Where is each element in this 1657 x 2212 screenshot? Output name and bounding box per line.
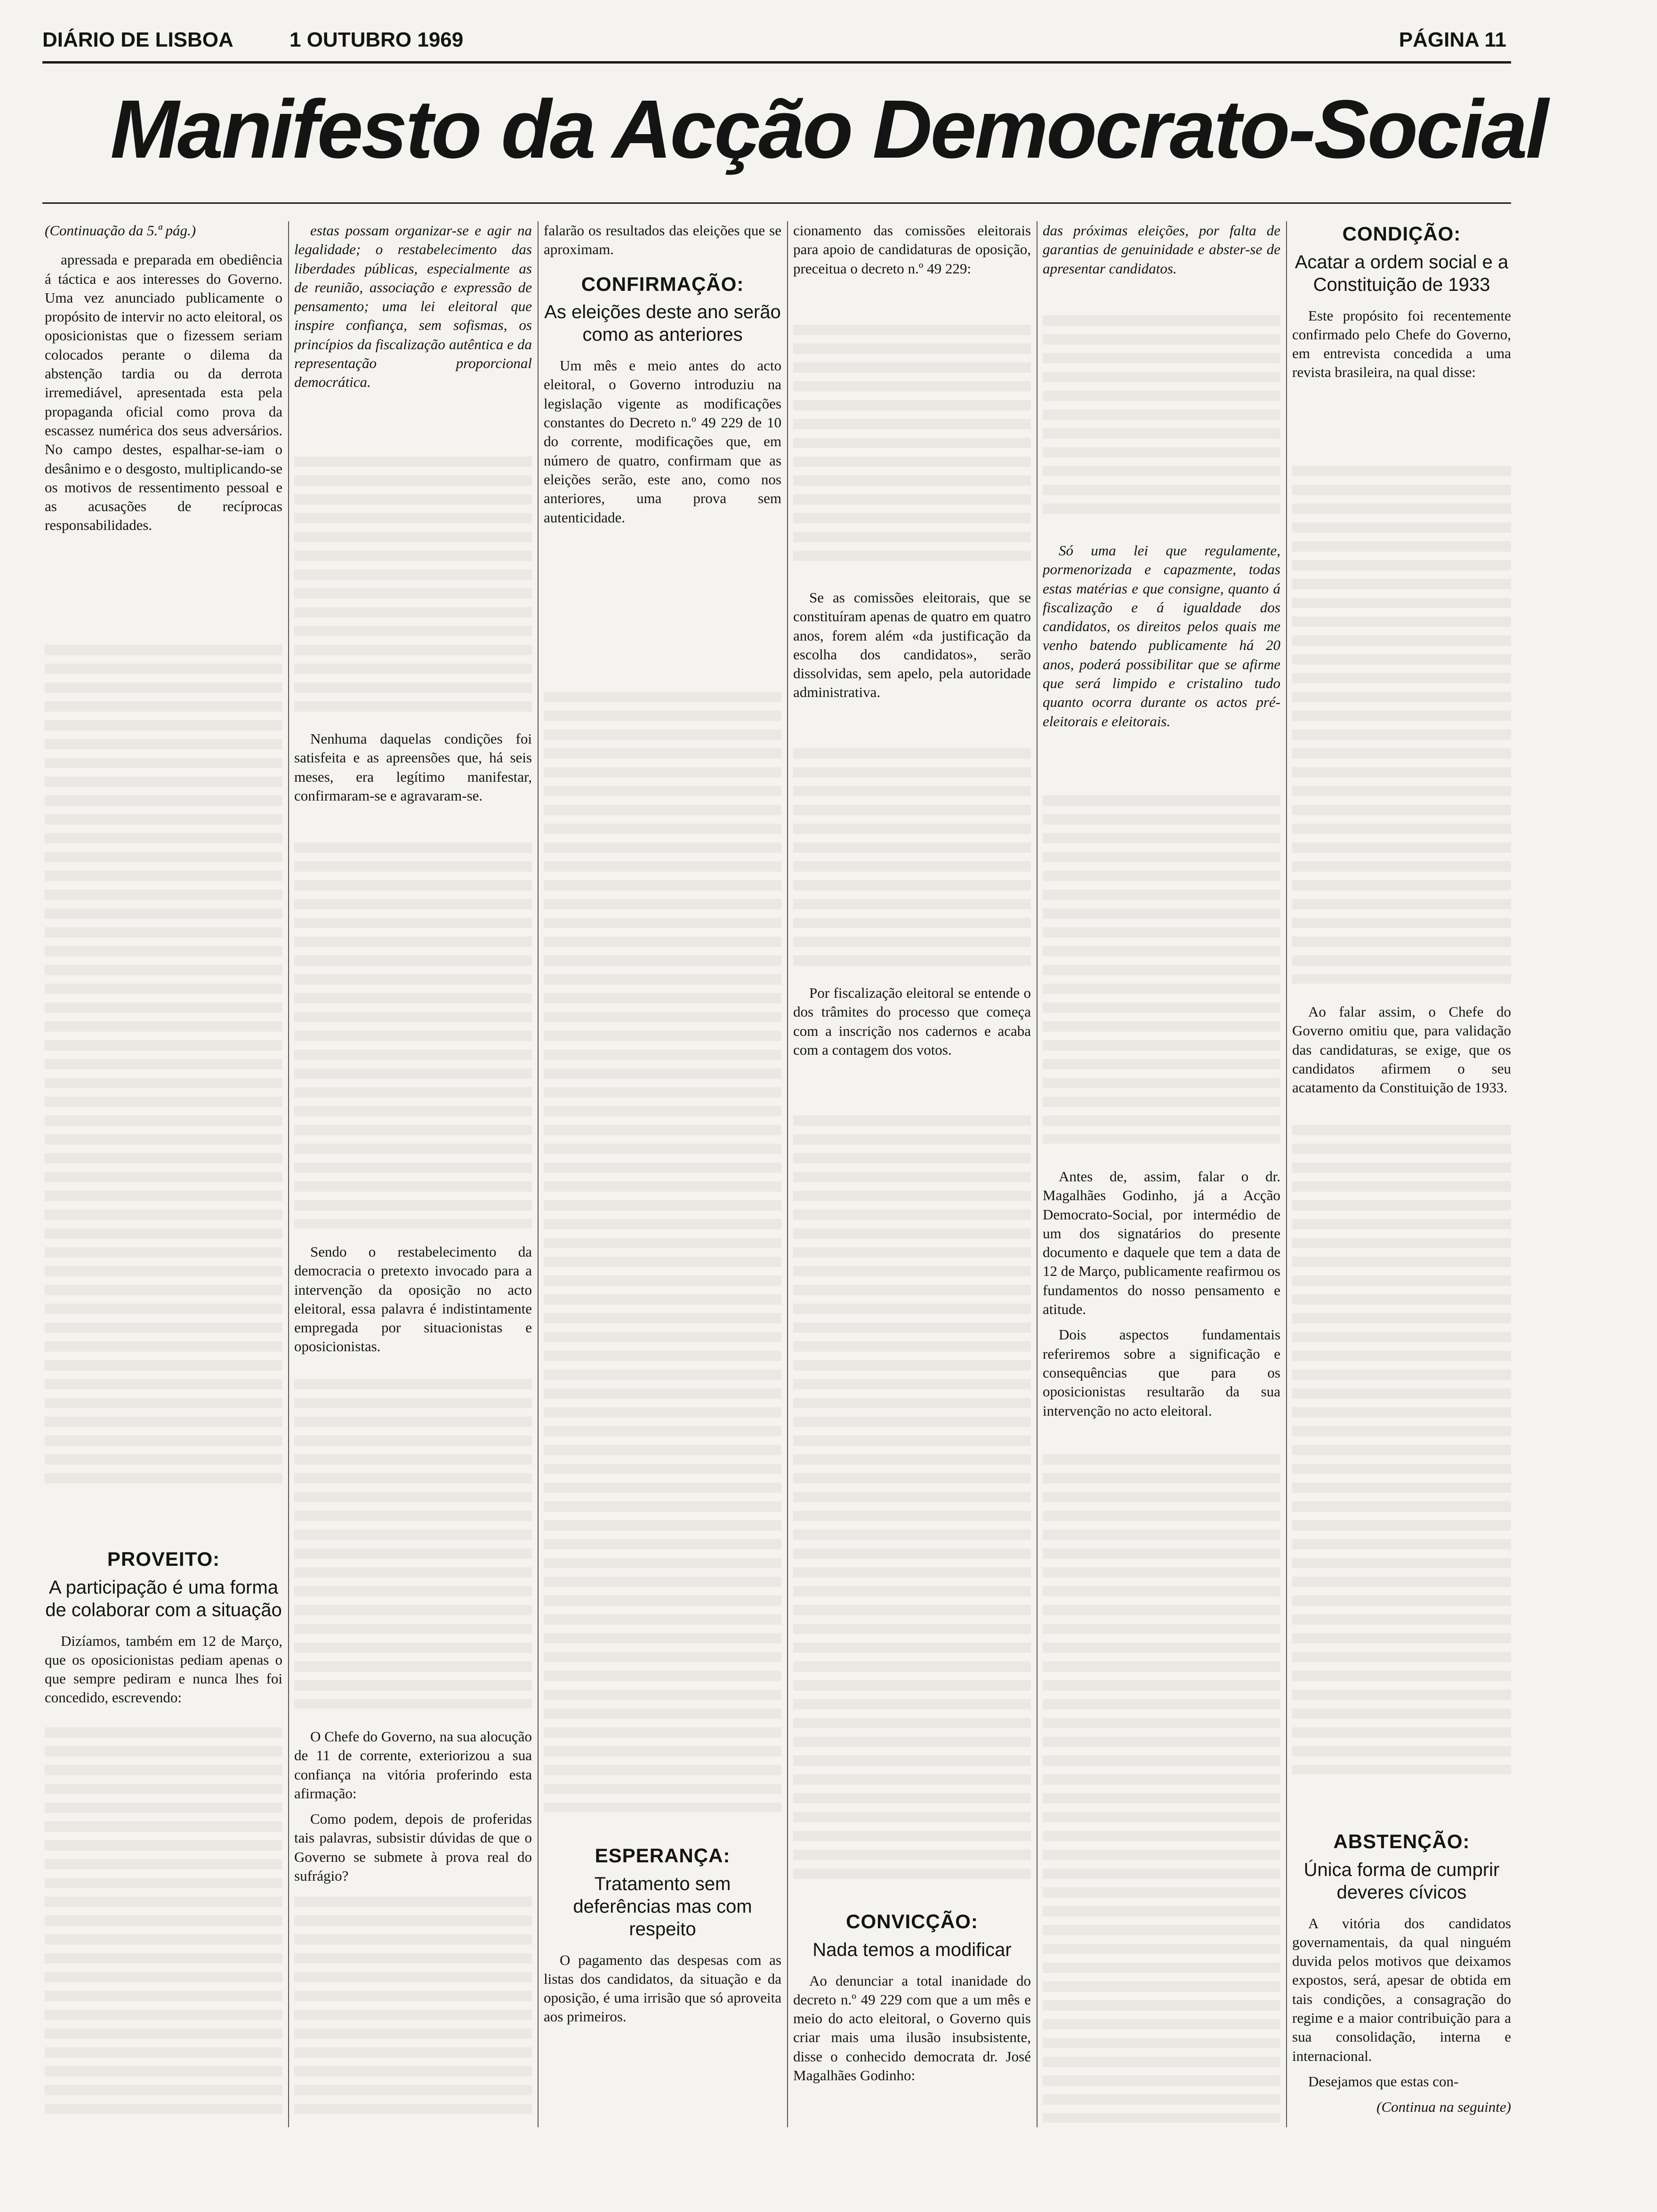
article-column-1 (45, 221, 282, 2127)
illegible-text-block (1292, 1125, 1511, 1774)
paragraph: Só uma lei que regulamente, pormenorizada e capazmente, todas estas matérias e que consigne, quanto á fiscalização e á igualdade dos candidatos, os direitos pelos quais me venho batendo publicamente há 20 anos, poderá possibilitar que se afirme que será limpido e cristalino tudo quanto ocorra durante os actos pré-eleitorais e eleitorais. (1043, 542, 1280, 729)
illegible-text-block (1043, 795, 1280, 1144)
column-divider (1286, 221, 1287, 2127)
masthead-rule (42, 61, 1511, 64)
illegible-text-block (793, 1115, 1031, 1887)
paragraph: das próximas eleições, por falta de garantias de genuinidade e abster-se de apresentar candidatos. (1043, 222, 1280, 277)
paragraph: Por fiscalização eleitoral se entende o dos trâmites do processo que começa com a inscrição nos cadernos e acaba com a contagem dos votos. (793, 985, 1031, 1058)
illegible-text-block (294, 1897, 532, 2123)
illegible-text-block (45, 645, 282, 1492)
continuation-note: (Continuação da 5.ª pág.) (45, 222, 196, 239)
article-column-6 (1292, 221, 1511, 2127)
section-kicker: CONVICÇÃO: (846, 1910, 978, 1932)
masthead (42, 28, 1506, 66)
article-column-4 (793, 221, 1031, 2127)
illegible-text-block (793, 325, 1031, 569)
column-divider (288, 221, 289, 2127)
paragraph: Como podem, depois de proferidas tais palavras, subsistir dúvidas de que o Governo se submete à prova real do sufrágio? (294, 1811, 532, 1884)
section-subhead: As eleições deste ano serão como as anteriores (544, 302, 781, 345)
paragraph: falarão os resultados das eleições que se aproximam. (544, 222, 781, 258)
article-column-5 (1043, 221, 1280, 2127)
paragraph: Ao falar assim, o Chefe do Governo omitiu que, para validação das candidaturas, se exige, que os candidatos afirmem o seu acatamento da Constituição de 1933. (1292, 1003, 1511, 1096)
page-headline: Manifesto da Acção Democrato-Social (110, 83, 1547, 176)
section-subhead: Acatar a ordem social e a Constituição de 1933 (1295, 251, 1509, 295)
newspaper-name: DIÁRIO DE LISBOA (42, 28, 233, 51)
illegible-text-block (294, 842, 532, 1228)
paragraph: cionamento das comissões eleitorais para apoio de candidaturas de oposição, preceitua o decreto n.º 49 229: (793, 222, 1031, 277)
paragraph: Se as comissões eleitorais, que se constituíram apenas de quatro em quatro anos, forem além «da justificação da escolha dos candidatos», serão dissolvidas, sem apelo, pela autoridade administrativa. (793, 589, 1031, 701)
illegible-text-block (294, 457, 532, 720)
illegible-text-block (1292, 466, 1511, 984)
continuation-note: (Continua na seguinte) (1376, 2099, 1511, 2116)
section-kicker: PROVEITO: (107, 1548, 220, 1570)
issue-date: 1 OUTUBRO 1969 (290, 28, 464, 51)
page-number: PÁGINA 11 (1399, 28, 1506, 51)
illegible-text-block (793, 748, 1031, 970)
section-kicker: CONFIRMAÇÃO: (581, 272, 744, 295)
section-kicker: CONDIÇÃO: (1342, 223, 1461, 245)
paragraph: Dois aspectos fundamentais referiremos sobre a significação e consequências que para os oposicionistas resultarão da sua intervenção no acto eleitoral. (1043, 1326, 1280, 1419)
paragraph: apressada e preparada em obediência á táctica e aos interesses do Governo. Uma vez anunciado publicamente o propósito de intervir no acto eleitoral, os oposicionistas que o fizessem seriam colocados perante o dilema da abstenção tardia ou da derrota irremediável, apresentada esta pela propaganda oficial como prova da escassez numérica dos seus adversários. No campo destes, espalhar-se-iam o desânimo e o desgosto, multiplicando-se os motivos de ressentimento pessoal e as acusações de recíprocas responsabilidades. (45, 251, 282, 534)
paragraph: estas possam organizar-se e agir na legalidade; o restabelecimento das liberdades públicas, especialmente as de reunião, associação e expressão de pensamento; uma lei eleitoral que inspire confiança, sem sofismas, os princípios da fiscalização autêntica e da representação proporcional democrática. (294, 222, 532, 391)
illegible-text-block (294, 1379, 532, 1708)
column-divider (538, 221, 539, 2127)
column-divider (1037, 221, 1038, 2127)
headline-rule (42, 202, 1511, 204)
paragraph: Este propósito foi recentemente confirmado pelo Chefe do Governo, em entrevista concedida a uma revista brasileira, na qual disse: (1292, 307, 1511, 381)
illegible-text-block (1043, 1454, 1280, 2123)
column-divider (787, 221, 788, 2127)
paragraph: A vitória dos candidatos governamentais, da qual ninguém duvida pelos motivos que deixamos expostos, será, apesar de obtida em tais condições, a consagração do regime e a maior contribuição para a sua consolidação, interna e internacional. (1292, 1915, 1511, 2064)
article-column-3 (544, 221, 781, 2127)
article-column-2 (294, 221, 532, 2127)
paragraph: Sendo o restabelecimento da democracia o pretexto invocado para a intervenção da oposição no acto eleitoral, essa palavra é indistintamente empregada por situacionistas e oposicionistas. (294, 1243, 532, 1355)
section-subhead: Nada temos a modificar (812, 1939, 1012, 1960)
section-subhead: Única forma de cumprir deveres cívicos (1303, 1859, 1500, 1903)
paragraph: Ao denunciar a total inanidade do decreto n.º 49 229 com que a um mês e meio do acto eleitoral, o Governo quis criar mais uma ilusão insubsistente, disse o conhecido democrata dr. José Magalhães Godinho: (793, 1972, 1031, 2084)
paragraph: O Chefe do Governo, na sua alocução de 11 de corrente, exteriorizou a sua confiança na vitória proferindo esta afirmação: (294, 1728, 532, 1802)
illegible-text-block (1043, 315, 1280, 522)
section-kicker: ABSTENÇÃO: (1333, 1830, 1470, 1852)
paragraph: Nenhuma daquelas condições foi satisfeita e as apreensões que, há seis meses, era legítimo manifestar, confirmaram-se e agravaram-se. (294, 730, 532, 804)
section-subhead: Tratamento sem deferências mas com respeito (573, 1873, 752, 1940)
paragraph: Desejamos que estas con- (1308, 2073, 1459, 2090)
illegible-text-block (45, 1727, 282, 2123)
section-subhead: A participação é uma forma de colaborar com a situação (45, 1577, 282, 1620)
illegible-text-block (544, 692, 781, 1812)
paragraph: O pagamento das despesas com as listas dos candidatos, da situação e da oposição, é uma irrisão que só aproveita aos primeiros. (544, 1951, 781, 2025)
paragraph: Dizíamos, também em 12 de Março, que os oposicionistas pediam apenas o que sempre pediram e nunca lhes foi concedido, escrevendo: (45, 1632, 282, 1706)
paragraph: Um mês e meio antes do acto eleitoral, o Governo introduziu na legislação vigente as modificações constantes do Decreto n.º 49 229 de 10 do corrente, modificações que, em número de quatro, confirmam que as eleições serão, este ano, como nos anteriores, uma prova sem autenticidade. (544, 357, 781, 526)
section-kicker: ESPERANÇA: (595, 1844, 731, 1867)
paragraph: Antes de, assim, falar o dr. Magalhães Godinho, já a Acção Democrato-Social, por intermédio de um dos signatários do presente documento e daquele que tem a data de 12 de Março, publicamente reafirmou os fundamentos do nosso pensamento e atitude. (1043, 1168, 1280, 1318)
